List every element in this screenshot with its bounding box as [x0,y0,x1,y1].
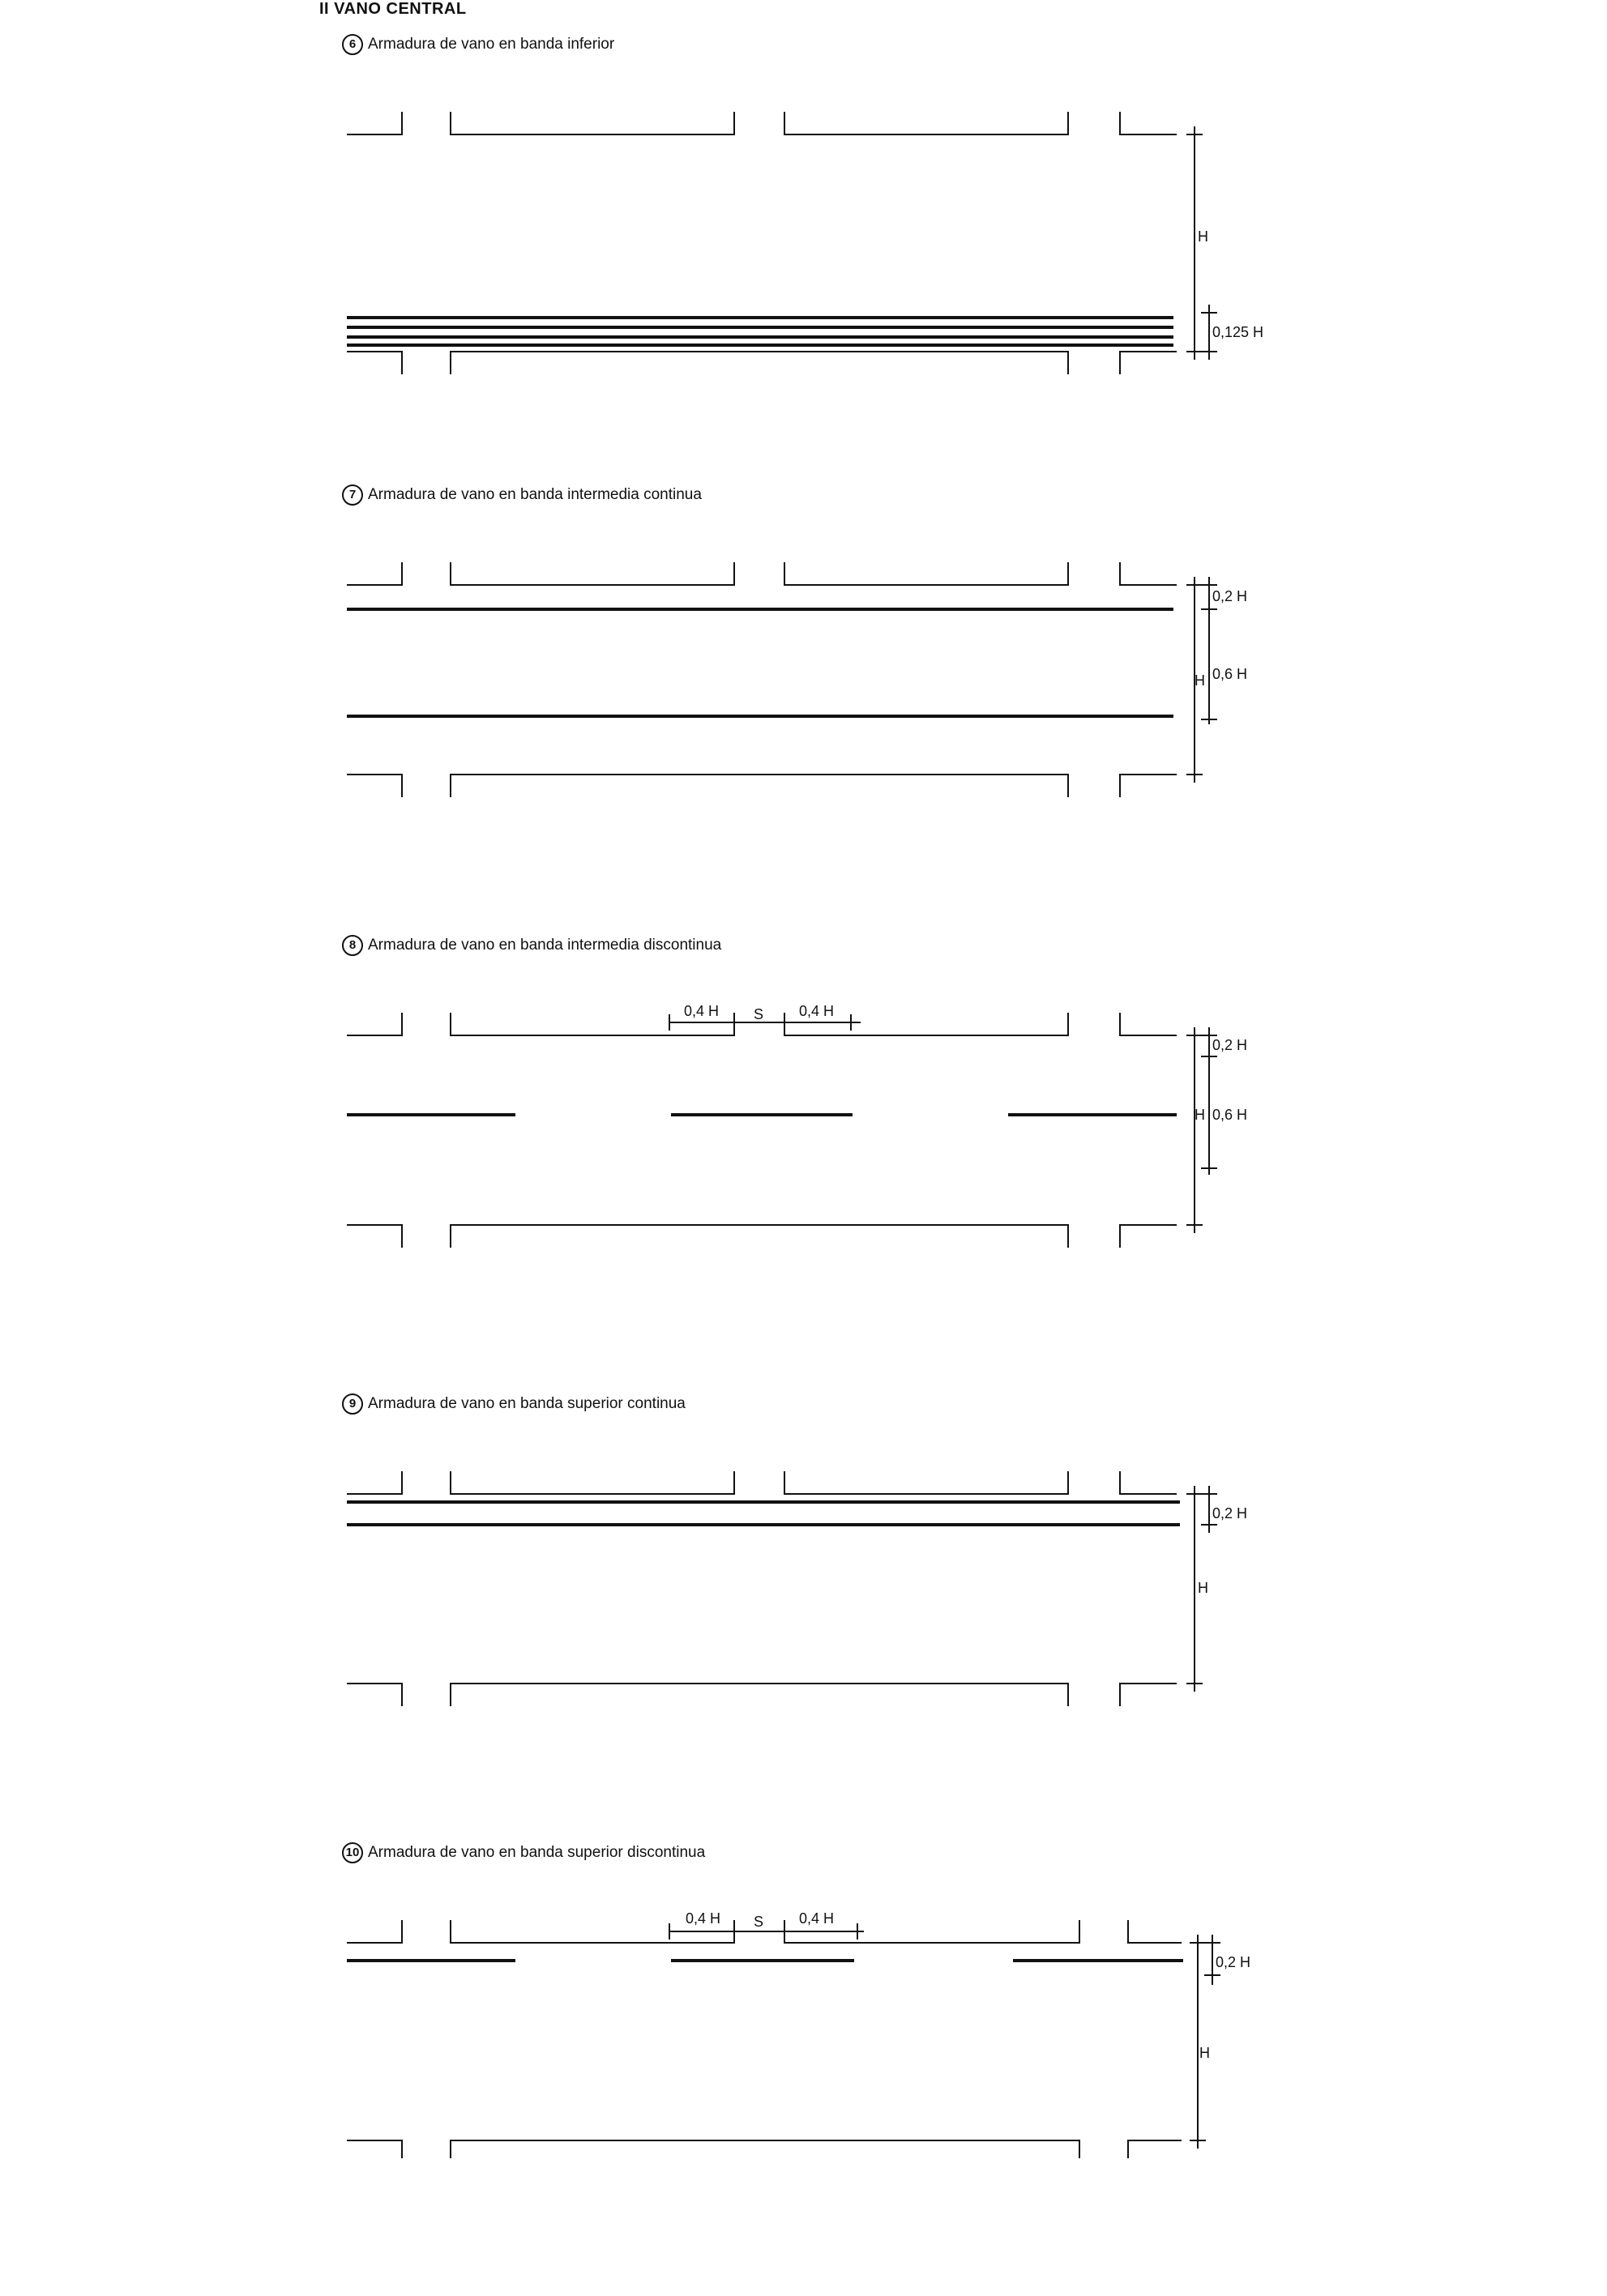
dimension-label-top: 0,2 H [1212,588,1248,604]
section-title: 7 Armadura de vano en banda intermedia continua [342,484,702,506]
dimension-label-h: H [1198,1580,1208,1596]
reinforcement-bars [347,609,1173,716]
dimension-label-s: S [754,1914,764,1930]
dimension-lines [669,1014,1217,1233]
section-title: 9 Armadura de vano en banda superior continua [342,1393,686,1415]
dimension-label-bottom: 0,125 H [1212,324,1264,340]
reinforcement-bars [347,318,1173,345]
dimension-label-h: H [1198,228,1208,245]
section-number-badge: 10 [342,1842,363,1863]
diagram-section-7 [0,484,1607,938]
dimension-label-left-gap: 0,4 H [684,1003,720,1019]
upper-beam-outline [347,112,1177,134]
slab-diagram [0,975,1607,1364]
section-number-badge: 8 [342,935,363,956]
section-number-badge: 7 [342,484,363,506]
dimension-label-s: S [754,1006,764,1022]
upper-beam-outline [347,1471,1177,1494]
dimension-label-h: H [1195,672,1205,689]
lower-beam-outline [347,2140,1182,2158]
dimension-label-top: 0,2 H [1216,1954,1251,1970]
section-title: 8 Armadura de vano en banda intermedia discontinua [342,935,721,956]
dimension-label-top: 0,2 H [1212,1505,1248,1521]
dimension-label-mid: 0,6 H [1212,1107,1248,1123]
diagram-section-6 [0,34,1607,488]
slab-diagram [0,1883,1607,2209]
section-title: 6 Armadura de vano en banda inferior [342,34,614,55]
upper-beam-outline [347,562,1177,585]
lower-beam-outline [347,352,1177,374]
section-title: 10 Armadura de vano en banda superior discontinua [342,1842,705,1863]
reinforcement-bars [347,1502,1180,1525]
dimension-label-right-gap: 0,4 H [799,1003,835,1019]
dimension-lines [669,1923,1220,2149]
dimension-label-h: H [1199,2045,1210,2061]
slab-diagram [0,75,1607,463]
diagram-section-10 [0,1842,1607,2296]
lower-beam-outline [347,1684,1177,1706]
section-number-badge: 9 [342,1393,363,1415]
dimension-label-top: 0,2 H [1212,1037,1248,1053]
slab-diagram [0,1434,1607,1823]
diagram-section-8 [0,935,1607,1389]
lower-beam-outline [347,775,1177,797]
lower-beam-outline [347,1225,1177,1248]
dimension-label-left-gap: 0,4 H [686,1910,721,1927]
diagram-section-9 [0,1393,1607,1847]
section-number-badge: 6 [342,34,363,55]
slab-diagram [0,525,1607,914]
dimension-label-h: H [1195,1107,1205,1123]
dimension-label-right-gap: 0,4 H [799,1910,835,1927]
page-title: II VANO CENTRAL [319,0,467,18]
dimension-label-mid: 0,6 H [1212,666,1248,682]
